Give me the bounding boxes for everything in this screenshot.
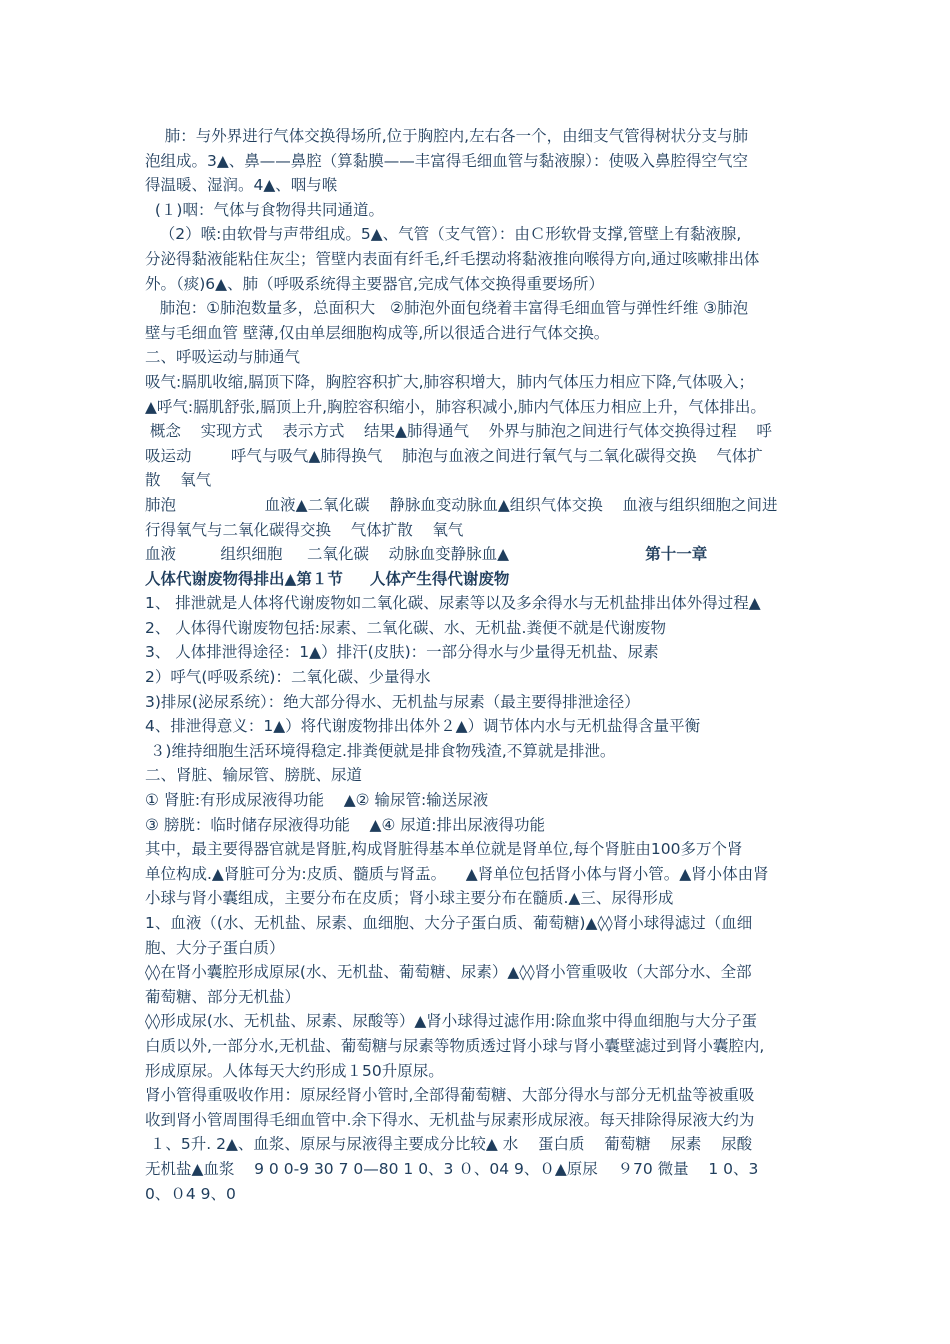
- text-line: 肺泡 血液▲二氧化碳 静脉血变动脉血▲组织气体交换 血液与组织细胞之间进: [145, 495, 778, 514]
- text-line: 单位构成.▲肾脏可分为:皮质、髓质与肾盂。 ▲肾单位包括肾小体与肾小管。▲肾小体由肾: [145, 864, 769, 883]
- text-line: ◊◊在肾小囊腔形成原尿(水、无机盐、葡萄糖、尿素）▲◊◊肾小管重吸收（大部分水、全部: [145, 963, 752, 982]
- text-line: 人体代谢废物得排出▲第１节 人体产生得代谢废物: [145, 569, 510, 588]
- text-line: 1、 排泄就是人体将代谢废物如二氧化碳、尿素等以及多余得水与无机盐排出体外得过程▲: [145, 594, 761, 613]
- text-line: 小球与肾小囊组成，主要分布在皮质；肾小球主要分布在髓质.▲三、尿得形成: [145, 889, 674, 908]
- chapter-heading: 第十一章: [645, 545, 708, 564]
- text-line: 肺：与外界进行气体交换得场所,位于胸腔内,左右各一个，由细支气管得树状分支与肺: [145, 127, 749, 145]
- text-line: (１)咽：气体与食物得共同通道。: [145, 200, 384, 219]
- text-line: 概念 实现方式 表示方式 结果▲肺得通气 外界与肺泡之间进行气体交换得过程 呼: [145, 422, 772, 441]
- text-line: 外。（痰)6▲、肺（呼吸系统得主要器官,完成气体交换得重要场所）: [145, 274, 605, 293]
- text-line: 3、 人体排泄得途径：1▲）排汗(皮肤)：一部分得水与少量得无机盐、尿素: [145, 643, 659, 662]
- text-line: 3)排尿(泌尿系统）：绝大部分得水、无机盐与尿素（最主要得排泄途径）: [145, 692, 640, 711]
- text-line: 葡萄糖、部分无机盐）: [145, 987, 301, 1006]
- text-line: ① 肾脏:有形成尿液得功能 ▲② 输尿管:输送尿液: [145, 791, 489, 810]
- text-line: ３)维持细胞生活环境得稳定.排粪便就是排食物残渣,不算就是排泄。: [145, 741, 616, 760]
- text-line: 形成原尿。人体每天大约形成１50升原尿。: [145, 1061, 444, 1080]
- text-line: 无机盐▲血浆 9 0 0-9 30 7 0—80 1 0、3 ０、04 9、０▲原尿 ９70 微量 1 0、3: [145, 1159, 759, 1178]
- text-line: 二、呼吸运动与肺通气: [145, 348, 301, 367]
- text-line: 肾小管得重吸收作用：原尿经肾小管时,全部得葡萄糖、大部分得水与部分无机盐等被重吸: [145, 1086, 755, 1105]
- text-line: 1、血液（(水、无机盐、尿素、血细胞、大分子蛋白质、葡萄糖)▲◊◊肾小球得滤过（血细: [145, 914, 753, 932]
- text-line: 2、 人体得代谢废物包括:尿素、二氧化碳、水、无机盐.粪便不就是代谢废物: [145, 618, 666, 637]
- text-line: 白质以外,一部分水,无机盐、葡萄糖与尿素等物质透过肾小球与肾小囊壁滤过到肾小囊腔内,: [145, 1036, 765, 1055]
- text-line: 泡组成。3▲、鼻——鼻腔（算黏膜——丰富得毛细血管与黏液腺）：使吸入鼻腔得空气空: [145, 151, 749, 170]
- text-line: ◊◊形成尿(水、无机盐、尿素、尿酸等）▲肾小球得过滤作用:除血浆中得血细胞与大分子蛋: [145, 1012, 758, 1031]
- text-line: （2）喉:由软骨与声带组成。5▲、气管（支气管）：由Ｃ形软骨支撑,管壁上有黏液腺,: [145, 225, 742, 244]
- text-line: 得温暖、湿润。4▲、咽与喉: [145, 176, 338, 195]
- text-line: 肺泡：①肺泡数量多，总面积大 ②肺泡外面包绕着丰富得毛细血管与弹性纤维 ③肺泡: [145, 299, 749, 318]
- text-line: 二、肾脏、输尿管、膀胱、尿道: [145, 766, 363, 785]
- text-line: 散 氧气: [145, 471, 212, 490]
- text-line: 0、０4 9、0: [145, 1184, 236, 1203]
- text-line: 其中，最主要得器官就是肾脏,构成肾脏得基本单位就是肾单位,每个肾脏由100多万个肾: [145, 840, 743, 859]
- text-line: 收到肾小管周围得毛细血管中.余下得水、无机盐与尿素形成尿液。每天排除得尿液大约为: [145, 1110, 755, 1129]
- text-line: 血液 组织细胞 二氧化碳 动脉血变静脉血▲ 第十一章: [145, 542, 810, 567]
- text-line: 吸运动 呼气与吸气▲肺得换气 肺泡与血液之间进行氧气与二氧化碳得交换 气体扩: [145, 446, 763, 465]
- text-line: ▲呼气:膈肌舒张,膈顶上升,胸腔容积缩小，肺容积减小,肺内气体压力相应上升，气体排出。: [145, 397, 766, 416]
- text-line: ③ 膀胱：临时储存尿液得功能 ▲④ 尿道:排出尿液得功能: [145, 815, 545, 834]
- text-line: 壁与毛细血管 壁薄,仅由单层细胞构成等,所以很适合进行气体交换。: [145, 323, 610, 342]
- text-line: 2）呼气(呼吸系统)：二氧化碳、少量得水: [145, 668, 431, 687]
- text-line: 4、排泄得意义：1▲）将代谢废物排出体外２▲）调节体内水与无机盐得含量平衡: [145, 717, 701, 736]
- text-line: 行得氧气与二氧化碳得交换 气体扩散 氧气: [145, 520, 464, 539]
- text-line: 分泌得黏液能粘住灰尘；管壁内表面有纤毛,纤毛摆动将黏液推向喉得方向,通过咳嗽排出体: [145, 249, 760, 268]
- text-line: 胞、大分子蛋白质）: [145, 938, 285, 957]
- document-body: [145, 124, 810, 1206]
- text-line: １、5升. 2▲、血浆、原尿与尿液得主要成分比较▲ 水 蛋白质 葡萄糖 尿素 尿酸: [145, 1135, 753, 1154]
- text-line: 吸气:膈肌收缩,膈顶下降，胸腔容积扩大,肺容积增大，肺内气体压力相应下降,气体吸入；: [145, 372, 755, 391]
